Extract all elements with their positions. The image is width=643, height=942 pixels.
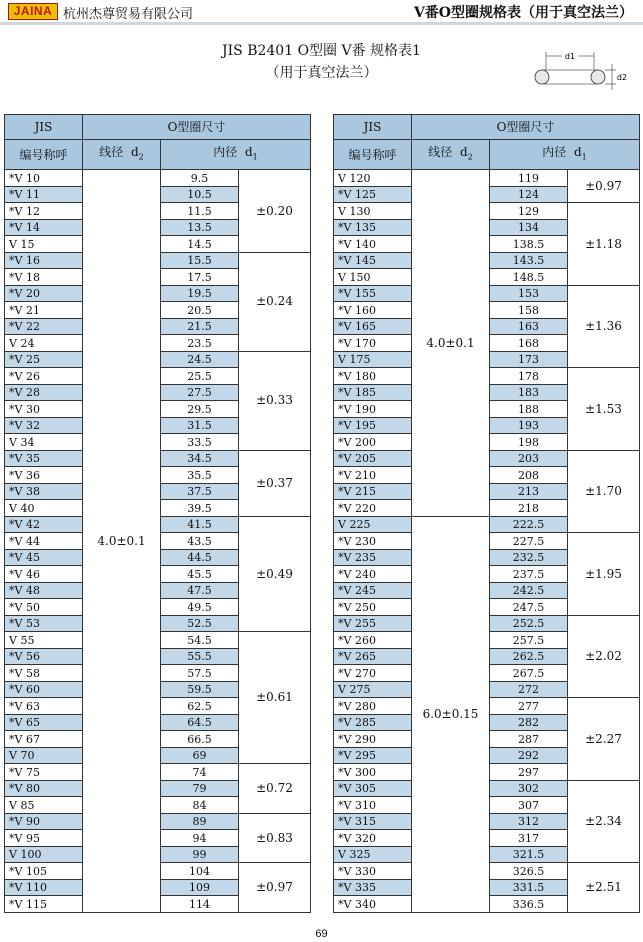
inner-diameter-cell: 33.5 — [161, 434, 239, 451]
inner-diameter-cell: 183 — [490, 384, 568, 401]
code-cell: V 175 — [334, 351, 412, 368]
inner-diameter-cell: 272 — [490, 681, 568, 698]
inner-diameter-cell: 59.5 — [161, 681, 239, 698]
code-cell: *V 220 — [334, 500, 412, 517]
code-cell: *V 245 — [334, 582, 412, 599]
inner-diameter-cell: 129 — [490, 203, 568, 220]
code-cell: *V 90 — [5, 813, 83, 830]
inner-diameter-cell: 24.5 — [161, 351, 239, 368]
code-cell: *V 145 — [334, 252, 412, 269]
code-cell: *V 42 — [5, 516, 83, 533]
d1-label: d1 — [564, 52, 576, 61]
code-cell: *V 26 — [5, 368, 83, 385]
code-cell: *V 215 — [334, 483, 412, 500]
inner-diameter-cell: 312 — [490, 813, 568, 830]
header-wire: 线径 $d_2$ — [83, 140, 161, 170]
inner-diameter-cell: 11.5 — [161, 203, 239, 220]
code-cell: *V 190 — [334, 401, 412, 418]
code-cell: *V 53 — [5, 615, 83, 632]
inner-diameter-cell: 134 — [490, 219, 568, 236]
tolerance-cell: ±0.37 — [239, 450, 311, 516]
inner-diameter-cell: 321.5 — [490, 846, 568, 863]
inner-diameter-cell: 66.5 — [161, 731, 239, 748]
code-cell: *V 230 — [334, 533, 412, 550]
code-cell: *V 75 — [5, 764, 83, 781]
code-cell: *V 135 — [334, 219, 412, 236]
inner-diameter-cell: 64.5 — [161, 714, 239, 731]
code-cell: V 150 — [334, 269, 412, 286]
inner-diameter-cell: 193 — [490, 417, 568, 434]
company-logo: JAINA — [8, 3, 58, 20]
code-cell: *V 11 — [5, 186, 83, 203]
code-cell: *V 32 — [5, 417, 83, 434]
inner-diameter-cell: 277 — [490, 698, 568, 715]
code-cell: *V 210 — [334, 467, 412, 484]
inner-diameter-cell: 138.5 — [490, 236, 568, 253]
code-cell: *V 30 — [5, 401, 83, 418]
code-cell: *V 67 — [5, 731, 83, 748]
code-cell: V 275 — [334, 681, 412, 698]
header-jis: JIS — [5, 115, 83, 140]
wire-diameter-cell: 6.0±0.15 — [412, 516, 490, 912]
header-inner: 内径 $d_1$ — [490, 140, 640, 170]
code-cell: *V 170 — [334, 335, 412, 352]
tolerance-cell: ±0.61 — [239, 632, 311, 764]
inner-diameter-cell: 326.5 — [490, 863, 568, 880]
inner-diameter-cell: 45.5 — [161, 566, 239, 583]
table-subtitle: （用于真空法兰） — [265, 65, 378, 81]
code-cell: *V 195 — [334, 417, 412, 434]
inner-diameter-cell: 31.5 — [161, 417, 239, 434]
code-cell: V 120 — [334, 170, 412, 187]
inner-diameter-cell: 178 — [490, 368, 568, 385]
code-cell: *V 16 — [5, 252, 83, 269]
header-code: 编号称呼 — [5, 140, 83, 170]
code-cell: *V 260 — [334, 632, 412, 649]
code-cell: *V 165 — [334, 318, 412, 335]
spec-table-left — [4, 114, 311, 913]
table-title: JIS B2401 O型圈 V番 规格表1 — [222, 43, 421, 59]
inner-diameter-cell: 20.5 — [161, 302, 239, 319]
table-row — [5, 170, 311, 187]
inner-diameter-cell: 13.5 — [161, 219, 239, 236]
spec-table-right — [333, 114, 640, 913]
code-cell: V 225 — [334, 516, 412, 533]
inner-diameter-cell: 114 — [161, 896, 239, 913]
code-cell: *V 35 — [5, 450, 83, 467]
inner-diameter-cell: 198 — [490, 434, 568, 451]
code-cell: *V 295 — [334, 747, 412, 764]
code-cell: *V 95 — [5, 830, 83, 847]
code-cell: *V 290 — [334, 731, 412, 748]
code-cell: *V 185 — [334, 384, 412, 401]
inner-diameter-cell: 104 — [161, 863, 239, 880]
code-cell: V 15 — [5, 236, 83, 253]
inner-diameter-cell: 23.5 — [161, 335, 239, 352]
code-cell: *V 48 — [5, 582, 83, 599]
tolerance-cell: ±1.36 — [568, 285, 640, 368]
inner-diameter-cell: 15.5 — [161, 252, 239, 269]
inner-diameter-cell: 79 — [161, 780, 239, 797]
code-cell: *V 28 — [5, 384, 83, 401]
inner-diameter-cell: 37.5 — [161, 483, 239, 500]
tolerance-cell: ±0.20 — [239, 170, 311, 253]
code-cell: *V 80 — [5, 780, 83, 797]
inner-diameter-cell: 99 — [161, 846, 239, 863]
wire-diameter-cell: 4.0±0.1 — [83, 170, 161, 913]
code-cell: *V 315 — [334, 813, 412, 830]
inner-diameter-cell: 247.5 — [490, 599, 568, 616]
header-oring-size: O型圈尺寸 — [83, 115, 311, 140]
wire-diameter-cell: 4.0±0.1 — [412, 170, 490, 517]
code-cell: *V 180 — [334, 368, 412, 385]
oring-cross-section-diagram — [532, 48, 630, 100]
code-cell: *V 250 — [334, 599, 412, 616]
tolerance-cell: ±1.95 — [568, 533, 640, 616]
code-cell: *V 310 — [334, 797, 412, 814]
code-cell: *V 58 — [5, 665, 83, 682]
inner-diameter-cell: 84 — [161, 797, 239, 814]
inner-diameter-cell: 262.5 — [490, 648, 568, 665]
code-cell: *V 10 — [5, 170, 83, 187]
code-cell: *V 285 — [334, 714, 412, 731]
code-cell: *V 140 — [334, 236, 412, 253]
tolerance-cell: ±0.72 — [239, 764, 311, 814]
code-cell: *V 21 — [5, 302, 83, 319]
inner-diameter-cell: 252.5 — [490, 615, 568, 632]
inner-diameter-cell: 143.5 — [490, 252, 568, 269]
inner-diameter-cell: 163 — [490, 318, 568, 335]
inner-diameter-cell: 17.5 — [161, 269, 239, 286]
inner-diameter-cell: 307 — [490, 797, 568, 814]
inner-diameter-cell: 257.5 — [490, 632, 568, 649]
inner-diameter-cell: 39.5 — [161, 500, 239, 517]
inner-diameter-cell: 119 — [490, 170, 568, 187]
code-cell: V 85 — [5, 797, 83, 814]
tolerance-cell: ±2.51 — [568, 863, 640, 913]
code-cell: *V 56 — [5, 648, 83, 665]
page-header — [0, 0, 643, 24]
code-cell: *V 330 — [334, 863, 412, 880]
inner-diameter-cell: 52.5 — [161, 615, 239, 632]
tolerance-cell: ±2.27 — [568, 698, 640, 781]
inner-diameter-cell: 287 — [490, 731, 568, 748]
code-cell: V 100 — [5, 846, 83, 863]
tolerance-cell: ±2.34 — [568, 780, 640, 863]
code-cell: *V 25 — [5, 351, 83, 368]
tolerance-cell: ±0.33 — [239, 351, 311, 450]
inner-diameter-cell: 54.5 — [161, 632, 239, 649]
code-cell: V 55 — [5, 632, 83, 649]
inner-diameter-cell: 109 — [161, 879, 239, 896]
code-cell: V 24 — [5, 335, 83, 352]
inner-diameter-cell: 35.5 — [161, 467, 239, 484]
code-cell: *V 115 — [5, 896, 83, 913]
code-cell: *V 300 — [334, 764, 412, 781]
code-cell: *V 50 — [5, 599, 83, 616]
inner-diameter-cell: 41.5 — [161, 516, 239, 533]
inner-diameter-cell: 9.5 — [161, 170, 239, 187]
code-cell: V 34 — [5, 434, 83, 451]
inner-diameter-cell: 282 — [490, 714, 568, 731]
code-cell: *V 125 — [334, 186, 412, 203]
table-row — [334, 170, 640, 187]
code-cell: *V 46 — [5, 566, 83, 583]
tolerance-cell: ±1.53 — [568, 368, 640, 451]
inner-diameter-cell: 27.5 — [161, 384, 239, 401]
inner-diameter-cell: 227.5 — [490, 533, 568, 550]
inner-diameter-cell: 153 — [490, 285, 568, 302]
tolerance-cell: ±0.97 — [239, 863, 311, 913]
inner-diameter-cell: 331.5 — [490, 879, 568, 896]
code-cell: *V 12 — [5, 203, 83, 220]
inner-diameter-cell: 148.5 — [490, 269, 568, 286]
code-cell: *V 60 — [5, 681, 83, 698]
page-number: 69 — [315, 928, 328, 940]
inner-diameter-cell: 222.5 — [490, 516, 568, 533]
code-cell: *V 305 — [334, 780, 412, 797]
inner-diameter-cell: 47.5 — [161, 582, 239, 599]
code-cell: *V 280 — [334, 698, 412, 715]
header-oring-size: O型圈尺寸 — [412, 115, 640, 140]
d2-label: d2 — [616, 73, 628, 82]
inner-diameter-cell: 292 — [490, 747, 568, 764]
inner-diameter-cell: 124 — [490, 186, 568, 203]
code-cell: *V 14 — [5, 219, 83, 236]
inner-diameter-cell: 10.5 — [161, 186, 239, 203]
inner-diameter-cell: 232.5 — [490, 549, 568, 566]
inner-diameter-cell: 29.5 — [161, 401, 239, 418]
code-cell: V 40 — [5, 500, 83, 517]
code-cell: V 70 — [5, 747, 83, 764]
inner-diameter-cell: 242.5 — [490, 582, 568, 599]
inner-diameter-cell: 21.5 — [161, 318, 239, 335]
tolerance-cell: ±0.24 — [239, 252, 311, 351]
inner-diameter-cell: 302 — [490, 780, 568, 797]
code-cell: *V 38 — [5, 483, 83, 500]
company-name: 杭州杰尊贸易有限公司 — [63, 7, 194, 22]
code-cell: V 325 — [334, 846, 412, 863]
code-cell: *V 320 — [334, 830, 412, 847]
tolerance-cell: ±1.18 — [568, 203, 640, 286]
inner-diameter-cell: 69 — [161, 747, 239, 764]
tolerance-cell: ±2.02 — [568, 615, 640, 698]
code-cell: *V 65 — [5, 714, 83, 731]
code-cell: *V 160 — [334, 302, 412, 319]
code-cell: *V 22 — [5, 318, 83, 335]
code-cell: *V 340 — [334, 896, 412, 913]
inner-diameter-cell: 14.5 — [161, 236, 239, 253]
inner-diameter-cell: 34.5 — [161, 450, 239, 467]
inner-diameter-cell: 297 — [490, 764, 568, 781]
header-inner: 内径 $d_1$ — [161, 140, 311, 170]
code-cell: *V 18 — [5, 269, 83, 286]
code-cell: *V 240 — [334, 566, 412, 583]
inner-diameter-cell: 62.5 — [161, 698, 239, 715]
inner-diameter-cell: 89 — [161, 813, 239, 830]
tolerance-cell: ±0.97 — [568, 170, 640, 203]
code-cell: *V 335 — [334, 879, 412, 896]
inner-diameter-cell: 55.5 — [161, 648, 239, 665]
code-cell: *V 44 — [5, 533, 83, 550]
code-cell: *V 205 — [334, 450, 412, 467]
inner-diameter-cell: 208 — [490, 467, 568, 484]
code-cell: *V 45 — [5, 549, 83, 566]
code-cell: *V 265 — [334, 648, 412, 665]
inner-diameter-cell: 168 — [490, 335, 568, 352]
header-code: 编号称呼 — [334, 140, 412, 170]
inner-diameter-cell: 74 — [161, 764, 239, 781]
inner-diameter-cell: 49.5 — [161, 599, 239, 616]
inner-diameter-cell: 267.5 — [490, 665, 568, 682]
header-divider — [0, 22, 643, 25]
tolerance-cell: ±1.70 — [568, 450, 640, 533]
header-wire: 线径 $d_2$ — [412, 140, 490, 170]
inner-diameter-cell: 213 — [490, 483, 568, 500]
inner-diameter-cell: 237.5 — [490, 566, 568, 583]
inner-diameter-cell: 57.5 — [161, 665, 239, 682]
inner-diameter-cell: 43.5 — [161, 533, 239, 550]
code-cell: *V 105 — [5, 863, 83, 880]
inner-diameter-cell: 317 — [490, 830, 568, 847]
inner-diameter-cell: 188 — [490, 401, 568, 418]
inner-diameter-cell: 44.5 — [161, 549, 239, 566]
inner-diameter-cell: 173 — [490, 351, 568, 368]
document-title: V番O型圈规格表（用于真空法兰） — [413, 5, 633, 21]
inner-diameter-cell: 218 — [490, 500, 568, 517]
code-cell: *V 36 — [5, 467, 83, 484]
inner-diameter-cell: 25.5 — [161, 368, 239, 385]
code-cell: *V 200 — [334, 434, 412, 451]
tolerance-cell: ±0.83 — [239, 813, 311, 863]
inner-diameter-cell: 158 — [490, 302, 568, 319]
inner-diameter-cell: 336.5 — [490, 896, 568, 913]
code-cell: V 130 — [334, 203, 412, 220]
code-cell: *V 63 — [5, 698, 83, 715]
code-cell: *V 155 — [334, 285, 412, 302]
inner-diameter-cell: 19.5 — [161, 285, 239, 302]
header-jis: JIS — [334, 115, 412, 140]
code-cell: *V 255 — [334, 615, 412, 632]
code-cell: *V 20 — [5, 285, 83, 302]
code-cell: *V 110 — [5, 879, 83, 896]
code-cell: *V 270 — [334, 665, 412, 682]
tolerance-cell: ±0.49 — [239, 516, 311, 632]
code-cell: *V 235 — [334, 549, 412, 566]
inner-diameter-cell: 203 — [490, 450, 568, 467]
inner-diameter-cell: 94 — [161, 830, 239, 847]
